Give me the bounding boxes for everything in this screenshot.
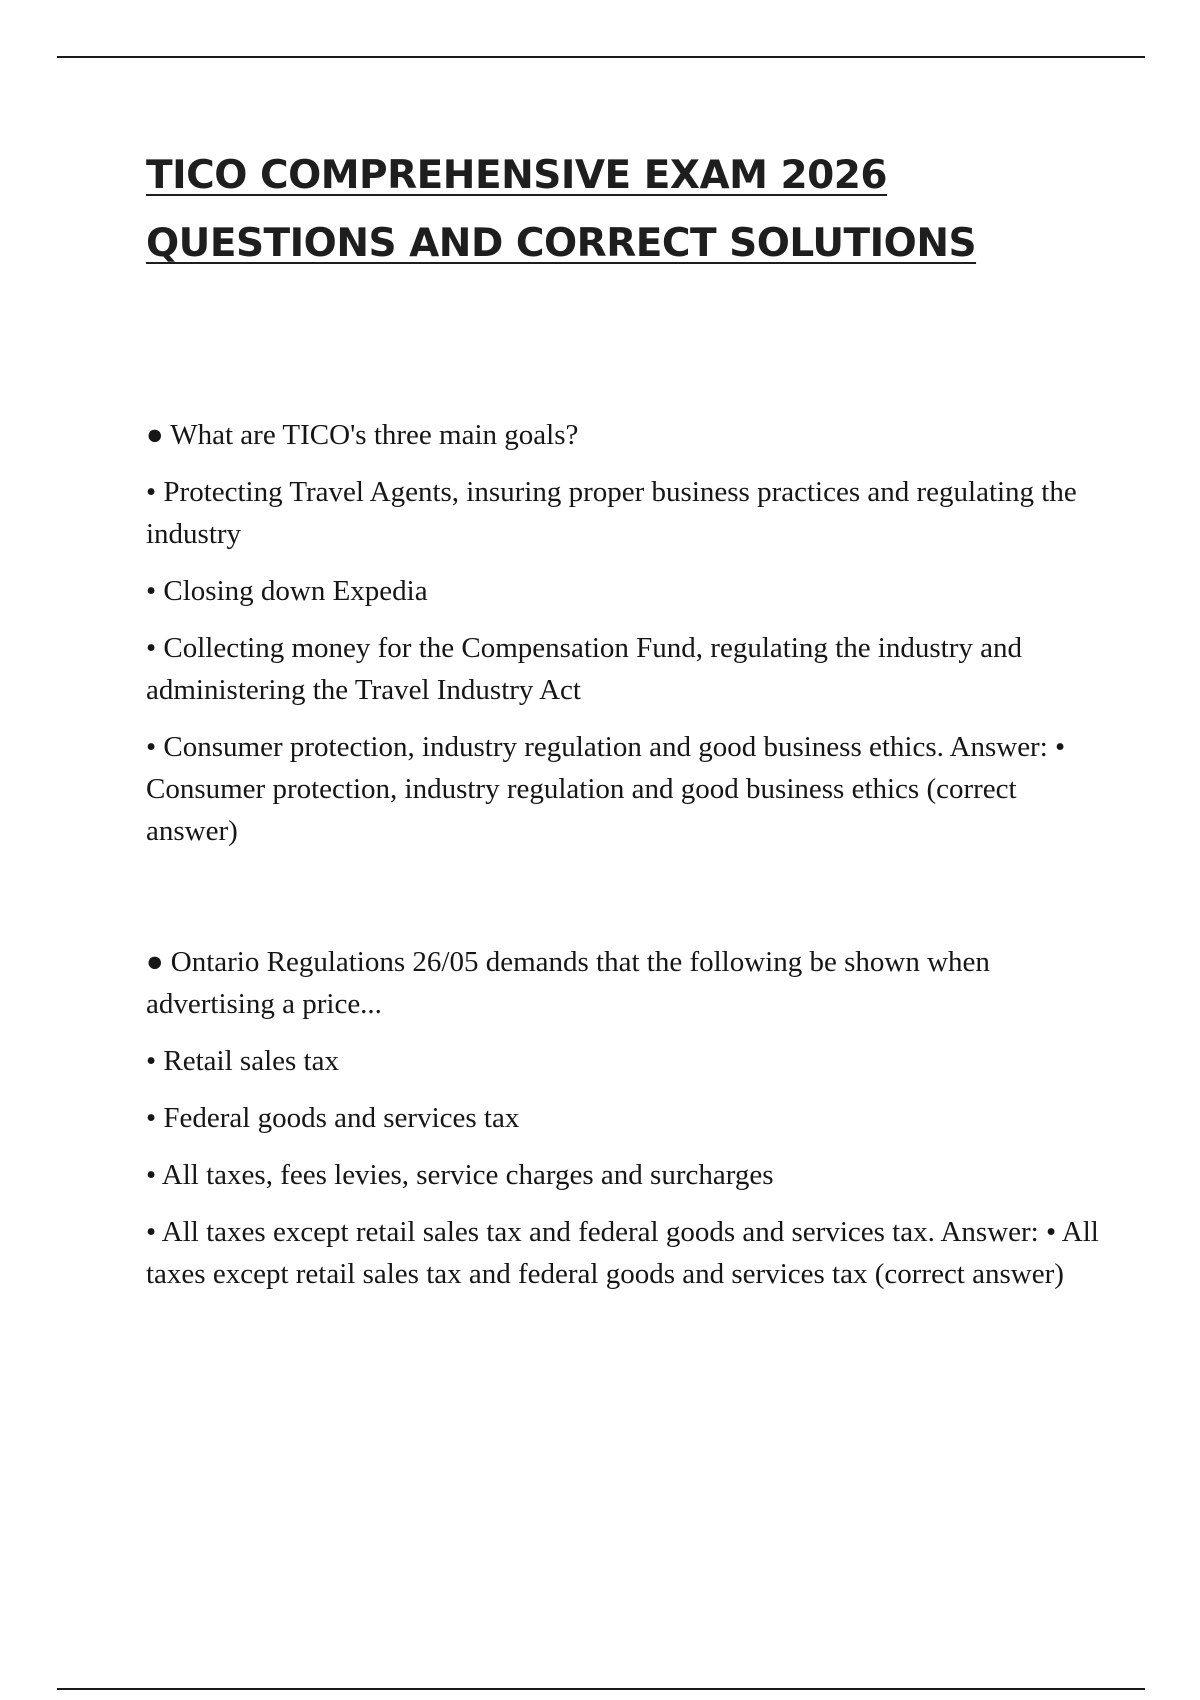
document-title bbox=[146, 142, 1106, 278]
top-divider bbox=[57, 56, 1145, 58]
question-prompt: ● What are TICO's three main goals? bbox=[146, 419, 579, 451]
title-line-1: TICO COMPREHENSIVE EXAM 2026 bbox=[146, 153, 888, 198]
answer-option: • Retail sales tax bbox=[146, 1045, 339, 1077]
answer-option-correct: • Consumer protection, industry regulation and good business ethics. Answer: • Consumer protection, industry regulation and good business ethics (correct answer) bbox=[146, 731, 1066, 847]
answer-option: • Collecting money for the Compensation Fund, regulating the industry and administering the Travel Industry Act bbox=[146, 632, 1022, 706]
question-1 bbox=[146, 414, 1106, 867]
title-line-2: QUESTIONS AND CORRECT SOLUTIONS bbox=[146, 221, 977, 266]
question-2 bbox=[146, 941, 1106, 1310]
answer-option: • Federal goods and services tax bbox=[146, 1102, 520, 1134]
answer-option: • All taxes, fees levies, service charges and surcharges bbox=[146, 1159, 774, 1191]
answer-option-correct: • All taxes except retail sales tax and federal goods and services tax. Answer: • All taxes except retail sales tax and federal goods and services tax (correct answer) bbox=[146, 1216, 1099, 1290]
bottom-divider bbox=[57, 1688, 1145, 1690]
answer-option: • Protecting Travel Agents, insuring proper business practices and regulating the industry bbox=[146, 476, 1077, 550]
answer-option: • Closing down Expedia bbox=[146, 575, 428, 607]
question-prompt: ● Ontario Regulations 26/05 demands that the following be shown when advertising a price... bbox=[146, 946, 990, 1020]
